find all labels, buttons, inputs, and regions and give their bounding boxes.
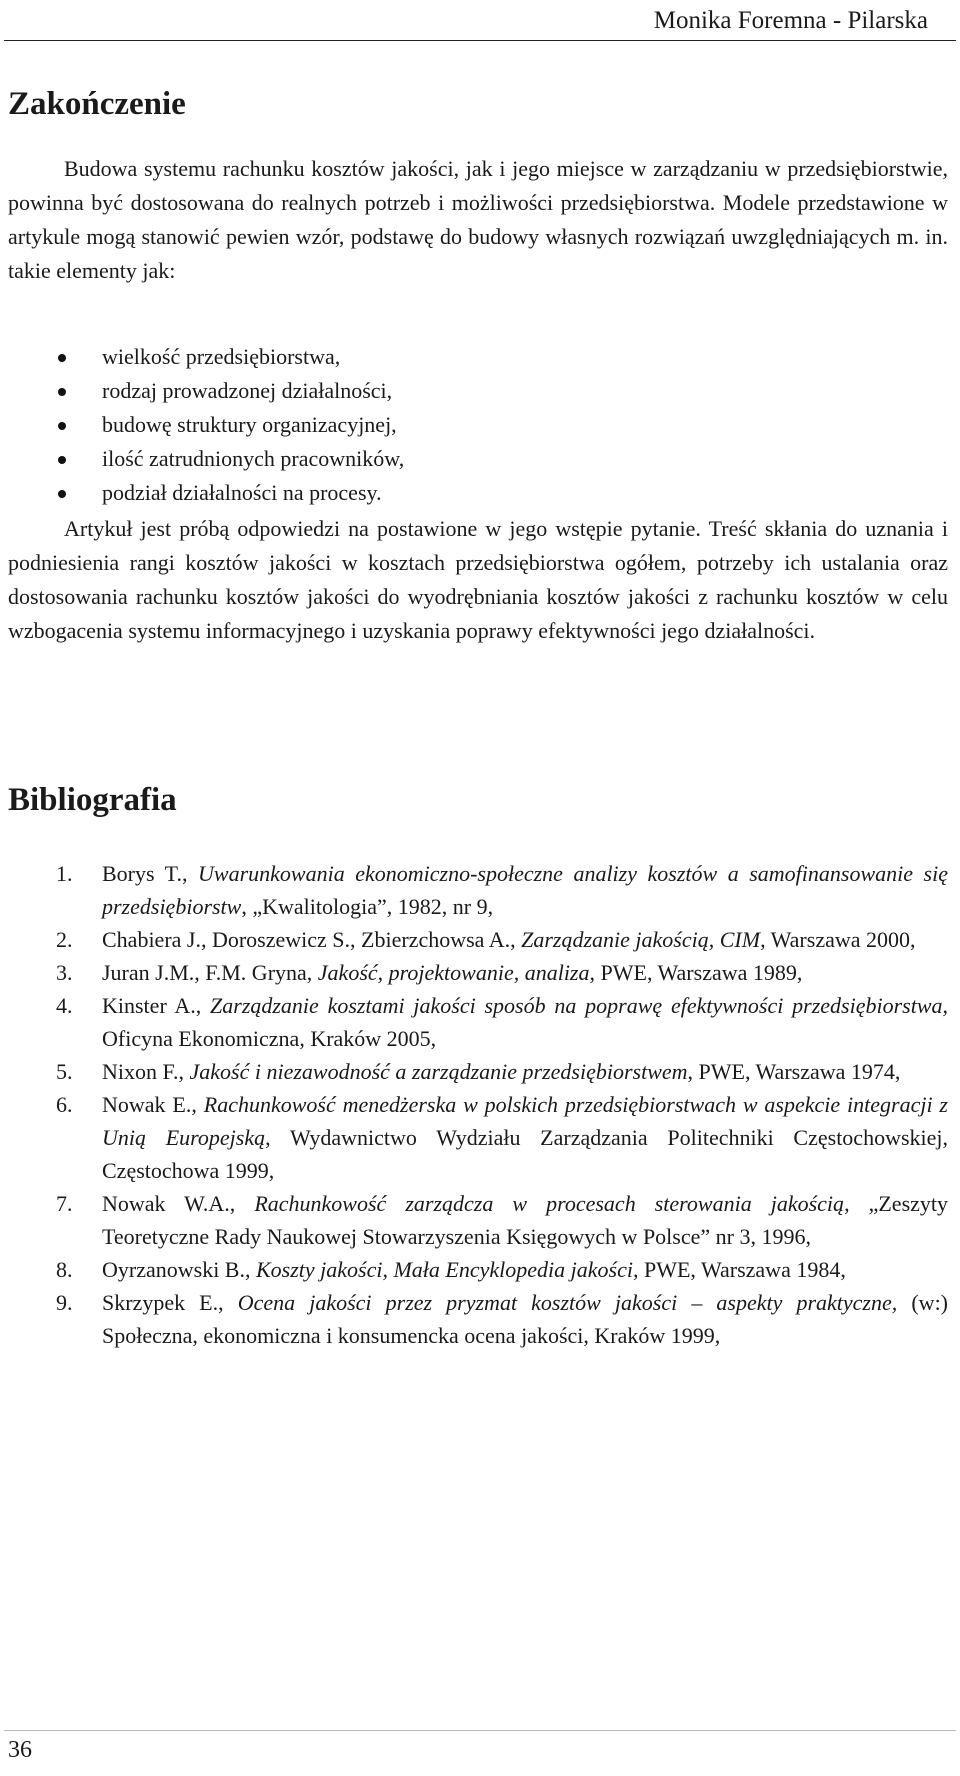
bullet-item — [8, 374, 948, 408]
bibliography-list — [8, 857, 948, 1352]
bibliography-item-authors: Skrzypek E., — [102, 1290, 238, 1315]
bullet-item — [8, 476, 948, 510]
bibliography-item-title: Rachunkowość zarządcza w procesach sterowania jakością — [254, 1191, 845, 1216]
conclusion-outro-paragraph: Artykuł jest próbą odpowiedzi na postawione w jego wstępie pytanie. Treść skłania do uznania i podniesienia rangi kosztów jakości w kosztach przedsiębiorstwa ogółem, potrzeby ich ustalania oraz dostosowania rachunku kosztów jakości do wyodrębniania kosztów jakości z rachunku kosztów w celu wzbogacenia systemu informacyjnego i uzyskania poprawy efektywności jego działalności. — [8, 516, 948, 643]
bibliography-item-authors: Nowak W.A., — [102, 1191, 255, 1216]
bibliography-item — [8, 1253, 948, 1286]
bibliography-item-publication: , Oficyna Ekonomiczna, Kraków 2005, — [102, 993, 948, 1051]
bibliography-item — [8, 1187, 948, 1253]
footer-rule — [4, 1730, 956, 1731]
bibliography-item-title: Ocena jakości przez pryzmat kosztów jakości – aspekty praktyczne, — [237, 1290, 898, 1315]
bibliography-item — [8, 989, 948, 1055]
bibliography-item — [8, 956, 948, 989]
bibliography-item-publication: , Wydawnictwo Wydziału Zarządzania Politechniki Częstochowskiej, Częstochowa 1999, — [102, 1125, 949, 1183]
bibliography-item-publication: , PWE, Warszawa 1984, — [632, 1257, 846, 1282]
bibliography-item-authors: Oyrzanowski B., — [102, 1257, 256, 1282]
bullet-text: ilość zatrudnionych pracowników, — [102, 446, 405, 471]
header-rule — [4, 40, 956, 41]
bibliography-item — [8, 857, 948, 923]
page-number: 36 — [8, 1737, 32, 1763]
bibliography-item-number: 6. — [56, 1092, 73, 1117]
bullet-icon — [58, 422, 66, 430]
bibliography-item-number: 1. — [56, 861, 73, 886]
bullet-text: budowę struktury organizacyjnej, — [102, 412, 397, 437]
bibliography-item-number: 4. — [56, 993, 73, 1018]
bibliography-item — [8, 1286, 948, 1352]
bibliography-item-title: Jakość, projektowanie, analiza — [317, 960, 590, 985]
bibliography-item-number: 3. — [56, 960, 73, 985]
bibliography-item-number: 9. — [56, 1290, 73, 1315]
bibliography-item — [8, 1055, 948, 1088]
bullet-item — [8, 408, 948, 442]
bibliography-item-authors: Borys T., — [102, 861, 199, 886]
bibliography-item-number: 8. — [56, 1257, 73, 1282]
bibliography-item — [8, 1088, 948, 1187]
conclusion-heading: Zakończenie — [8, 86, 186, 122]
bibliography-item-publication: (w:) Społeczna, ekonomiczna i konsumencka ocena jakości, Kraków 1999, — [102, 1290, 949, 1348]
bullet-icon — [58, 490, 66, 498]
bibliography-item-publication: , PWE, Warszawa 1989, — [589, 960, 803, 985]
bibliography-item-publication: , „Zeszyty Teoretyczne Rady Naukowej Stowarzyszenia Księgowych w Polsce” nr 3, 1996, — [102, 1191, 949, 1249]
bibliography-item-title: Koszty jakości, Mała Encyklopedia jakości — [255, 1257, 633, 1282]
conclusion-bullet-list — [8, 340, 948, 510]
bibliography-item-authors: Nowak E., — [102, 1092, 204, 1117]
bullet-icon — [58, 388, 66, 396]
bibliography-item-number: 5. — [56, 1059, 73, 1084]
bibliography-heading: Bibliografia — [8, 782, 177, 818]
bibliography-item-authors: Juran J.M., F.M. Gryna, — [102, 960, 318, 985]
bibliography-item-title: Zarządzanie kosztami jakości sposób na poprawę efektywności przedsiębiorstwa — [210, 993, 943, 1018]
bullet-item — [8, 442, 948, 476]
bibliography-item-title: Rachunkowość menedżerska w polskich przedsiębiorstwach w aspekcie integracji z Unią Europejską — [102, 1092, 948, 1150]
bibliography-item — [8, 923, 948, 956]
bibliography-item-publication: , PWE, Warszawa 1974, — [687, 1059, 901, 1084]
bibliography-item-title: Uwarunkowania ekonomiczno-społeczne analizy kosztów a samofinansowanie się przedsiębiorstw — [102, 861, 948, 919]
bullet-icon — [58, 456, 66, 464]
bibliography-item-authors: Kinster A., — [102, 993, 211, 1018]
conclusion-intro-paragraph: Budowa systemu rachunku kosztów jakości, jak i jego miejsce w zarządzaniu w przedsiębiorstwie, powinna być dostosowana do realnych potrzeb i możliwości przedsiębiorstwa. Modele przedstawione w artykule mogą stanowić pewien wzór, podstawę do budowy własnych rozwiązań uwzględniających m. in. takie elementy jak: — [8, 156, 948, 283]
bullet-text: rodzaj prowadzonej działalności, — [102, 378, 393, 403]
bibliography-item-publication: , Warszawa 2000, — [760, 927, 916, 952]
bibliography-item-title: Jakość i niezawodność a zarządzanie przedsiębiorstwem — [189, 1059, 688, 1084]
bibliography-item-authors: Chabiera J., Doroszewicz S., Zbierzchowsa A., — [102, 927, 522, 952]
bibliography-item-number: 7. — [56, 1191, 73, 1216]
bullet-text: wielkość przedsiębiorstwa, — [102, 344, 341, 369]
bullet-icon — [58, 354, 66, 362]
bibliography-item-publication: , „Kwalitologia”, 1982, nr 9, — [241, 894, 494, 919]
bibliography-item-title: Zarządzanie jakością, CIM — [521, 927, 761, 952]
bibliography-item-authors: Nixon F., — [102, 1059, 190, 1084]
bullet-text: podział działalności na procesy. — [102, 480, 382, 505]
bibliography-item-number: 2. — [56, 927, 73, 952]
bullet-item — [8, 340, 948, 374]
running-header: Monika Foremna - Pilarska — [653, 7, 928, 34]
